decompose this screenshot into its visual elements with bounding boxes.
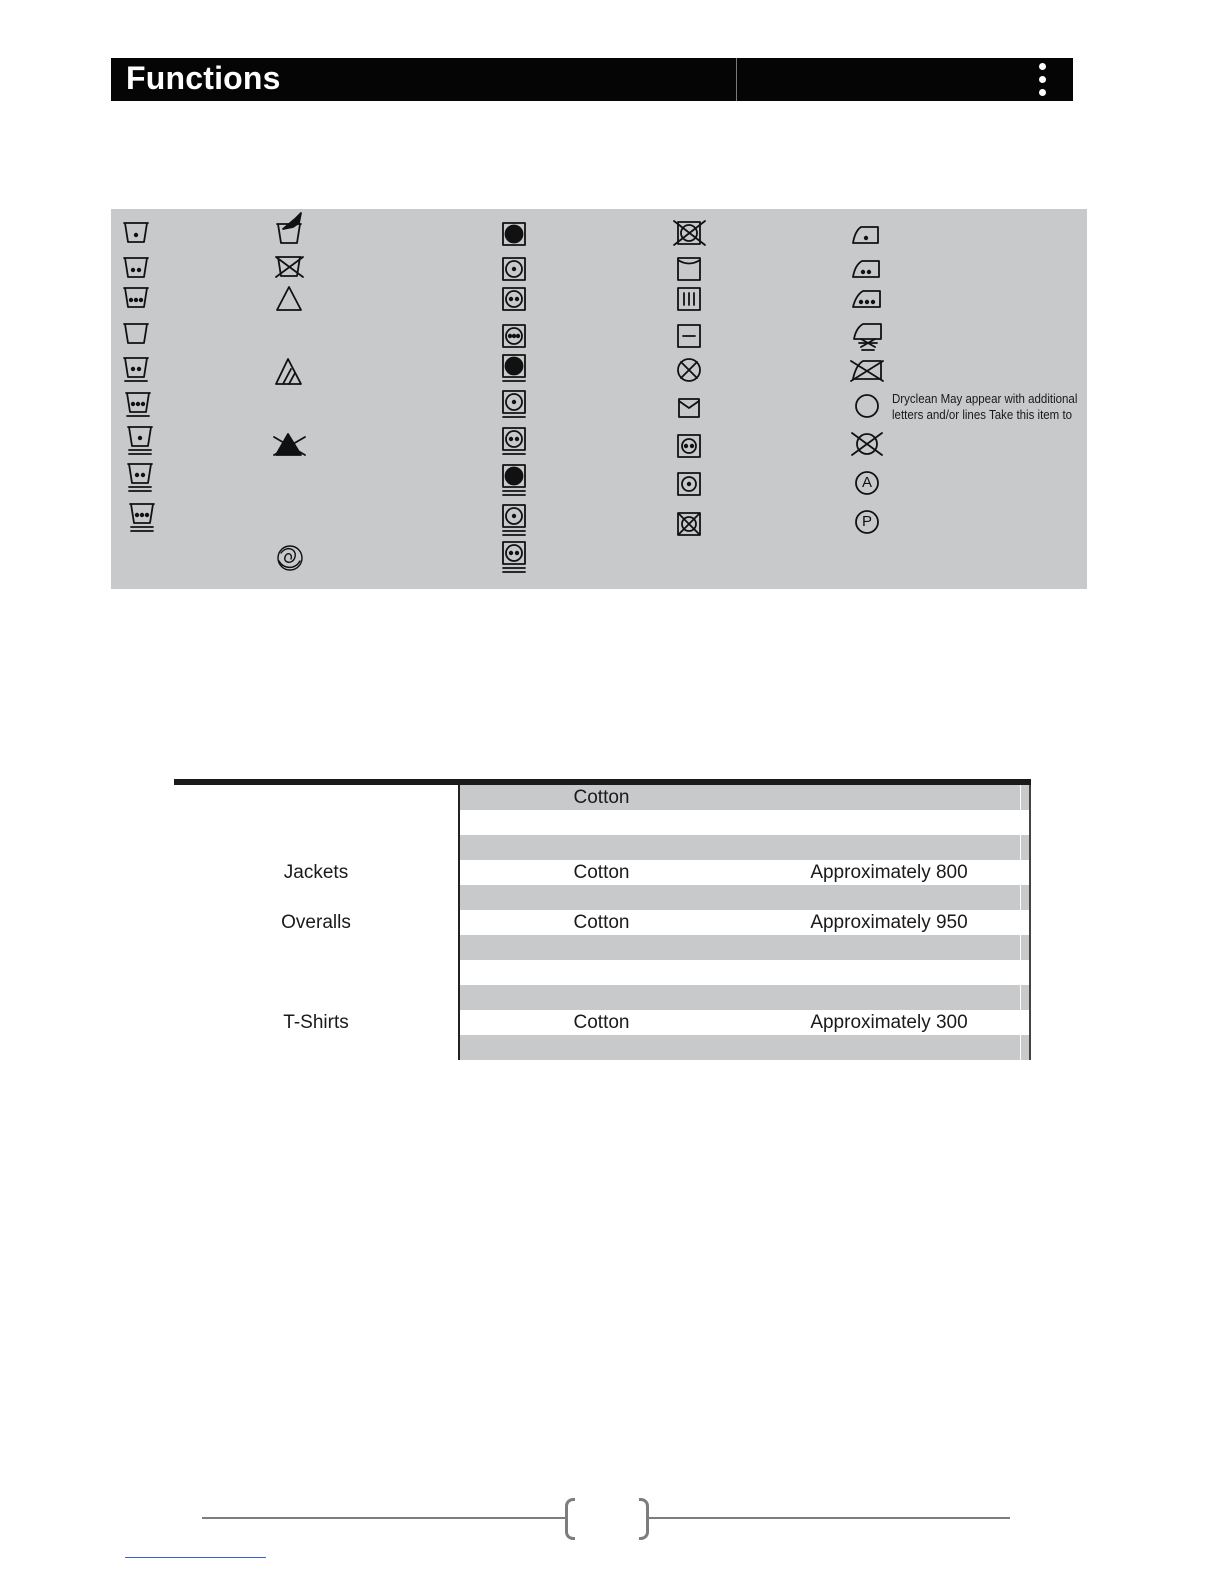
wool-icon [278, 546, 302, 570]
footer-bracket-left-icon [565, 1498, 575, 1540]
material-cell: Cotton [573, 911, 630, 933]
do-not-dryclean-icon [852, 433, 882, 455]
dry-flat-icon [678, 325, 700, 347]
dryclean-letter-p: P [861, 513, 872, 530]
do-not-dry-icon [678, 359, 700, 381]
wash-30-icon [124, 223, 148, 242]
tumble-dry-permanent-press-medium-icon [503, 428, 525, 454]
table-row-bg [460, 810, 1029, 835]
garment-cell: T-Shirts [283, 1011, 349, 1033]
dry-medium-icon [678, 435, 700, 457]
drip-dry-icon [678, 288, 700, 310]
wash-50-very-gentle-icon [130, 504, 154, 531]
tumble-dry-medium-icon [503, 288, 525, 310]
dry-low-icon [678, 473, 700, 495]
section-title: Functions [126, 60, 281, 96]
do-not-iron-icon [851, 361, 883, 381]
wash-40-very-gentle-icon [128, 464, 152, 491]
bleach-icon [277, 287, 301, 310]
do-not-bleach-icon [274, 434, 305, 455]
do-not-wash-icon [276, 257, 303, 277]
material-cell: Cotton [573, 786, 630, 808]
table-row-bg [460, 885, 1029, 910]
table-row [174, 785, 1031, 810]
tumble-dry-permanent-press-low-icon [503, 391, 525, 417]
table-row [174, 860, 1031, 885]
table-row-bg [460, 1035, 1029, 1060]
wash-30-very-gentle-icon [128, 427, 152, 454]
non-chlorine-bleach-icon [276, 359, 301, 384]
weight-cell: Approximately 300 [810, 1011, 968, 1033]
garment-cell: Overalls [281, 911, 351, 933]
footer-rule-left [202, 1517, 565, 1519]
tumble-dry-gentle-low-icon [503, 505, 525, 535]
laundry-weight-table [174, 779, 1031, 1060]
iron-low-icon [853, 227, 878, 243]
care-symbols-panel [111, 209, 1087, 589]
section-header-left [111, 58, 737, 101]
table-row-bg [460, 835, 1029, 860]
header-dots-icon [1039, 60, 1047, 100]
footer-bracket-right-icon [639, 1498, 649, 1540]
wash-30-gentle-icon [124, 358, 148, 381]
bottom-link-underline [125, 1557, 266, 1558]
wash-50-gentle-icon [126, 393, 150, 416]
hand-wash-icon [277, 213, 301, 243]
tumble-dry-any-heat-icon [503, 223, 525, 245]
no-steam-icon [854, 324, 881, 350]
tumble-dry-high-icon [503, 325, 525, 347]
dryclean-note-line2: letters and/or lines Take this item to [892, 408, 1073, 422]
do-not-tumble-dry-icon [674, 221, 705, 245]
material-cell: Cotton [573, 1011, 630, 1033]
dry-in-shade-icon [679, 399, 699, 417]
footer-rule-right [649, 1517, 1010, 1519]
garment-cell: Jackets [283, 861, 349, 883]
table-row [174, 910, 1031, 935]
dryclean-note [892, 391, 1076, 423]
wash-95-icon [124, 324, 148, 343]
weight-cell: Approximately 950 [810, 911, 968, 933]
tumble-dry-gentle-any-icon [503, 465, 525, 495]
dryclean-icon [856, 395, 878, 417]
do-not-dry-crossed-icon [678, 513, 700, 535]
weight-cell: Approximately 800 [810, 861, 968, 883]
tumble-dry-low-icon [503, 258, 525, 280]
tumble-dry-gentle-medium-icon [503, 542, 525, 572]
line-dry-icon [678, 258, 700, 280]
dryclean-note-line1: Dryclean May appear with additional [892, 392, 1078, 406]
tumble-dry-permanent-press-any-icon [503, 355, 525, 381]
material-cell: Cotton [573, 861, 630, 883]
iron-medium-icon [853, 261, 879, 277]
table-row-bg [460, 985, 1029, 1010]
section-header [111, 58, 1073, 101]
table-row [174, 1010, 1031, 1035]
table-row-bg [460, 935, 1029, 960]
wash-40-icon [124, 258, 148, 277]
iron-high-icon [853, 291, 880, 307]
wash-50-icon [124, 288, 148, 307]
page-footer [202, 1498, 1010, 1540]
dryclean-letter-a: A [861, 474, 872, 491]
table-row-bg [460, 960, 1029, 985]
